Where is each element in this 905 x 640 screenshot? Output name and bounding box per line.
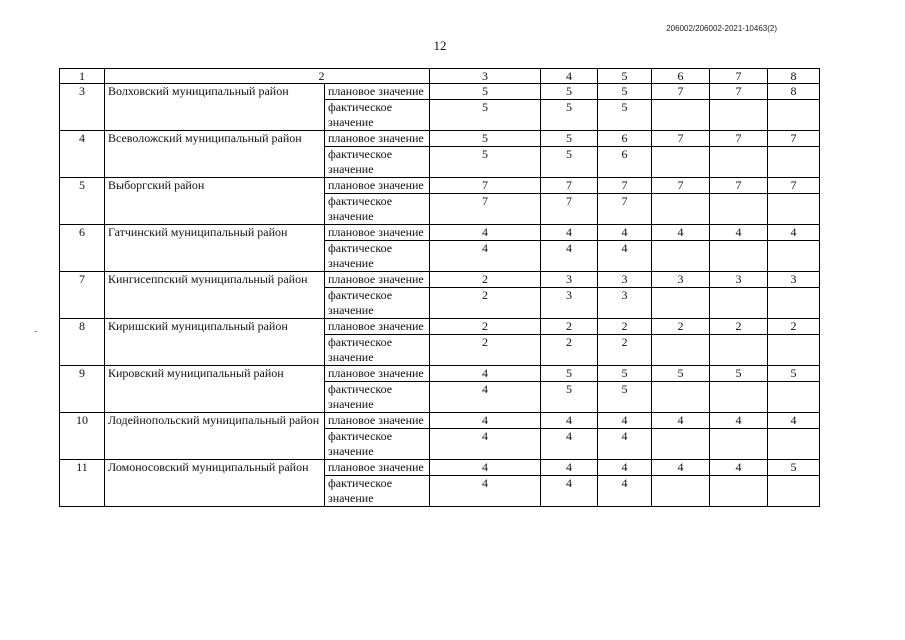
fact-value	[710, 429, 768, 460]
fact-label: фактическое значение	[325, 476, 430, 507]
table-row-plan	[60, 319, 820, 335]
plan-value: 2	[768, 319, 820, 335]
fact-value	[652, 288, 710, 319]
district-name: Гатчинский муниципальный район	[105, 225, 325, 272]
fact-value	[710, 147, 768, 178]
plan-value: 4	[768, 413, 820, 429]
plan-value: 5	[598, 366, 652, 382]
plan-value: 4	[541, 225, 598, 241]
plan-value: 4	[541, 413, 598, 429]
plan-value: 7	[710, 178, 768, 194]
fact-value: 5	[541, 382, 598, 413]
fact-label: фактическое значение	[325, 335, 430, 366]
fact-value	[710, 335, 768, 366]
fact-value	[768, 100, 820, 131]
header-cell: 7	[710, 69, 768, 84]
fact-value	[710, 241, 768, 272]
header-cell: 3	[430, 69, 541, 84]
fact-value	[652, 429, 710, 460]
fact-value: 4	[430, 382, 541, 413]
fact-value	[768, 147, 820, 178]
fact-label: фактическое значение	[325, 100, 430, 131]
table-row-plan	[60, 84, 820, 100]
table-row-plan	[60, 178, 820, 194]
row-number: 3	[60, 84, 105, 131]
plan-label: плановое значение	[325, 460, 430, 476]
fact-value	[710, 194, 768, 225]
header-cell: 4	[541, 69, 598, 84]
row-number: 7	[60, 272, 105, 319]
table-row-plan	[60, 413, 820, 429]
plan-label: плановое значение	[325, 319, 430, 335]
fact-label: фактическое значение	[325, 194, 430, 225]
plan-value: 7	[541, 178, 598, 194]
fact-value: 4	[541, 476, 598, 507]
plan-value: 3	[541, 272, 598, 288]
plan-value: 4	[710, 225, 768, 241]
plan-label: плановое значение	[325, 225, 430, 241]
plan-label: плановое значение	[325, 131, 430, 147]
plan-value: 4	[598, 225, 652, 241]
header-cell: 1	[60, 69, 105, 84]
plan-value: 4	[652, 460, 710, 476]
fact-value: 7	[541, 194, 598, 225]
row-number: 6	[60, 225, 105, 272]
plan-value: 3	[768, 272, 820, 288]
table-body	[60, 69, 820, 507]
plan-value: 4	[710, 413, 768, 429]
table-row-plan	[60, 366, 820, 382]
plan-value: 2	[541, 319, 598, 335]
fact-value: 6	[598, 147, 652, 178]
plan-value: 4	[430, 460, 541, 476]
fact-value: 5	[430, 100, 541, 131]
plan-value: 2	[430, 272, 541, 288]
row-number: 5	[60, 178, 105, 225]
plan-value: 4	[598, 413, 652, 429]
district-name: Волховский муниципальный район	[105, 84, 325, 131]
table-row-plan	[60, 131, 820, 147]
fact-value	[710, 382, 768, 413]
plan-value: 5	[430, 84, 541, 100]
table-row-plan	[60, 460, 820, 476]
plan-value: 4	[710, 460, 768, 476]
plan-label: плановое значение	[325, 413, 430, 429]
fact-value	[652, 476, 710, 507]
plan-label: плановое значение	[325, 178, 430, 194]
fact-value	[768, 241, 820, 272]
fact-value: 3	[541, 288, 598, 319]
plan-value: 4	[430, 225, 541, 241]
plan-value: 4	[768, 225, 820, 241]
plan-value: 7	[768, 131, 820, 147]
row-number: 4	[60, 131, 105, 178]
plan-value: 2	[430, 319, 541, 335]
fact-value	[710, 476, 768, 507]
plan-value: 3	[652, 272, 710, 288]
district-name: Кингисеппский муниципальный район	[105, 272, 325, 319]
fact-value	[652, 100, 710, 131]
fact-label: фактическое значение	[325, 288, 430, 319]
fact-value: 4	[430, 429, 541, 460]
fact-value: 4	[598, 429, 652, 460]
margin-mark: -	[34, 326, 38, 337]
fact-value	[768, 194, 820, 225]
district-name: Ломоносовский муниципальный район	[105, 460, 325, 507]
row-number: 9	[60, 366, 105, 413]
fact-value: 4	[430, 476, 541, 507]
plan-value: 5	[768, 460, 820, 476]
plan-value: 5	[652, 366, 710, 382]
fact-value: 2	[430, 335, 541, 366]
table-row-plan	[60, 225, 820, 241]
fact-label: фактическое значение	[325, 382, 430, 413]
fact-value	[768, 382, 820, 413]
district-name: Всеволожский муниципальный район	[105, 131, 325, 178]
plan-value: 7	[652, 178, 710, 194]
district-name: Кировский муниципальный район	[105, 366, 325, 413]
plan-value: 5	[430, 131, 541, 147]
plan-value: 7	[710, 131, 768, 147]
district-name: Киришский муниципальный район	[105, 319, 325, 366]
plan-value: 5	[598, 84, 652, 100]
fact-value	[652, 241, 710, 272]
row-number: 11	[60, 460, 105, 507]
fact-value	[768, 288, 820, 319]
fact-value	[652, 382, 710, 413]
plan-value: 7	[710, 84, 768, 100]
fact-value	[768, 429, 820, 460]
plan-value: 4	[541, 460, 598, 476]
plan-value: 4	[598, 460, 652, 476]
fact-value: 5	[598, 382, 652, 413]
plan-value: 3	[598, 272, 652, 288]
fact-value	[768, 476, 820, 507]
fact-value	[710, 288, 768, 319]
fact-value: 2	[430, 288, 541, 319]
indicators-table	[59, 68, 820, 507]
plan-value: 5	[541, 84, 598, 100]
plan-value: 4	[652, 413, 710, 429]
plan-value: 4	[430, 413, 541, 429]
plan-value: 7	[652, 131, 710, 147]
header-cell: 6	[652, 69, 710, 84]
fact-value	[652, 194, 710, 225]
header-cell: 2	[105, 69, 325, 84]
fact-value: 4	[430, 241, 541, 272]
fact-value: 4	[541, 429, 598, 460]
table-row-plan	[60, 272, 820, 288]
row-number: 10	[60, 413, 105, 460]
fact-value: 5	[430, 147, 541, 178]
document-code: 206002/206002-2021-10463(2)	[666, 24, 777, 33]
fact-value: 5	[541, 100, 598, 131]
district-name: Выборгский район	[105, 178, 325, 225]
plan-value: 7	[768, 178, 820, 194]
header-cell: 8	[768, 69, 820, 84]
plan-value: 5	[541, 366, 598, 382]
plan-value: 4	[430, 366, 541, 382]
plan-value: 8	[768, 84, 820, 100]
plan-value: 2	[710, 319, 768, 335]
plan-value: 5	[768, 366, 820, 382]
plan-value: 6	[598, 131, 652, 147]
fact-value: 3	[598, 288, 652, 319]
district-name: Лодейнопольский муниципальный район	[105, 413, 325, 460]
fact-label: фактическое значение	[325, 429, 430, 460]
fact-value: 7	[598, 194, 652, 225]
row-number: 8	[60, 319, 105, 366]
fact-value: 2	[598, 335, 652, 366]
header-cell-spacer	[325, 69, 430, 84]
header-cell: 5	[598, 69, 652, 84]
plan-value: 7	[430, 178, 541, 194]
table-header-row	[60, 69, 820, 84]
plan-value: 2	[652, 319, 710, 335]
fact-value: 5	[598, 100, 652, 131]
fact-value: 4	[598, 241, 652, 272]
page-number: 12	[433, 38, 447, 53]
fact-label: фактическое значение	[325, 147, 430, 178]
fact-value	[652, 335, 710, 366]
fact-value	[652, 147, 710, 178]
plan-value: 7	[598, 178, 652, 194]
plan-value: 5	[541, 131, 598, 147]
fact-value: 4	[541, 241, 598, 272]
fact-value: 4	[598, 476, 652, 507]
fact-value: 5	[541, 147, 598, 178]
plan-value: 4	[652, 225, 710, 241]
plan-label: плановое значение	[325, 272, 430, 288]
fact-value	[710, 100, 768, 131]
plan-value: 5	[710, 366, 768, 382]
plan-value: 3	[710, 272, 768, 288]
plan-label: плановое значение	[325, 366, 430, 382]
fact-value: 2	[541, 335, 598, 366]
plan-label: плановое значение	[325, 84, 430, 100]
fact-value: 7	[430, 194, 541, 225]
fact-label: фактическое значение	[325, 241, 430, 272]
fact-value	[768, 335, 820, 366]
plan-value: 2	[598, 319, 652, 335]
plan-value: 7	[652, 84, 710, 100]
